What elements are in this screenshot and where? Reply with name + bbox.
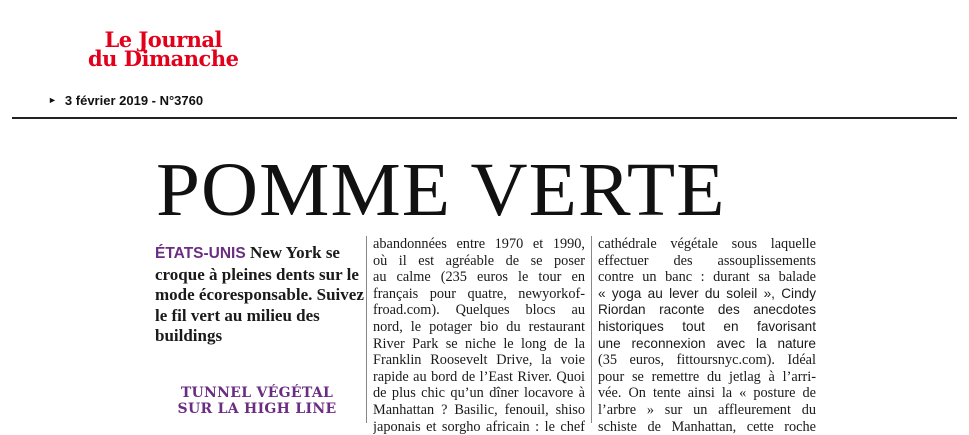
column-line: rapide au bord de l’East River. Quoi: [373, 368, 585, 385]
column-line: de plus chic qu’un dîner locavore à: [373, 385, 585, 402]
column-line: Manhattan ? Basilic, fenouil, shiso: [373, 401, 585, 418]
column-line: français pour quatre, newyorkof-: [373, 285, 585, 302]
article-headline: POMME VERTE: [156, 148, 726, 232]
column-separator: [591, 236, 592, 423]
logo-line-1: Le Journal: [104, 27, 223, 52]
column-line: abandonnées entre 1970 et 1990,: [373, 236, 585, 252]
issue-date-number: 3 février 2019 - N°3760: [64, 93, 204, 108]
lede-text: New York se croque à pleines dents sur le mode écoresponsable. Suivez le fil vert au milieu des buildings: [155, 243, 364, 345]
column-line: où il est agréable de se poser: [373, 252, 585, 269]
column-line: historiques tout en favorisant: [598, 318, 816, 334]
header-divider: [12, 117, 957, 119]
column-line: cathédrale végétale sous laquelle: [598, 236, 816, 252]
article-column-1: [373, 236, 585, 435]
column-line: (35 euros, fittoursnyc.com). Idéal: [598, 352, 816, 369]
column-line: nord, le potager bio du restaurant: [373, 318, 585, 335]
section-subhead: [157, 385, 357, 417]
issue-info: [48, 93, 203, 108]
subhead-line-1: TUNNEL VÉGÉTAL: [180, 385, 334, 401]
column-line: effectuer des assouplissements: [598, 252, 816, 269]
subhead-line-2: SUR LA HIGH LINE: [177, 401, 337, 417]
column-line: contre un banc : durant sa balade: [598, 269, 816, 286]
column-line: pour se remettre du jetlag à l’arri-: [598, 368, 816, 385]
column-line: schiste de Manhattan, cette roche: [598, 418, 816, 435]
article-lede: [155, 243, 365, 347]
column-line: japonais et sorgho africain : le chef: [373, 418, 585, 435]
column-separator: [366, 236, 367, 423]
triangle-right-icon: ►: [48, 95, 57, 105]
column-line: River Park se niche le long de la: [373, 335, 585, 352]
column-line: Franklin Roosevelt Drive, la voie: [373, 352, 585, 369]
column-line: vée. On tente ainsi la « posture de: [598, 385, 816, 402]
column-line: Riordan raconte des anecdotes: [598, 302, 816, 318]
article-column-2: [598, 236, 816, 435]
column-line: « yoga au lever du soleil », Cindy: [598, 285, 816, 301]
newspaper-logo[interactable]: [88, 27, 239, 71]
logo-line-2: du Dimanche: [88, 46, 239, 71]
column-line: au calme (235 euros le tour en: [373, 269, 585, 286]
column-line: froad.com). Quelques blocs au: [373, 302, 585, 319]
column-line: l’arbre » sur un affleurement du: [598, 401, 816, 418]
article-kicker: ÉTATS-UNIS: [155, 245, 246, 262]
column-line: une reconnexion avec la nature: [598, 335, 816, 351]
